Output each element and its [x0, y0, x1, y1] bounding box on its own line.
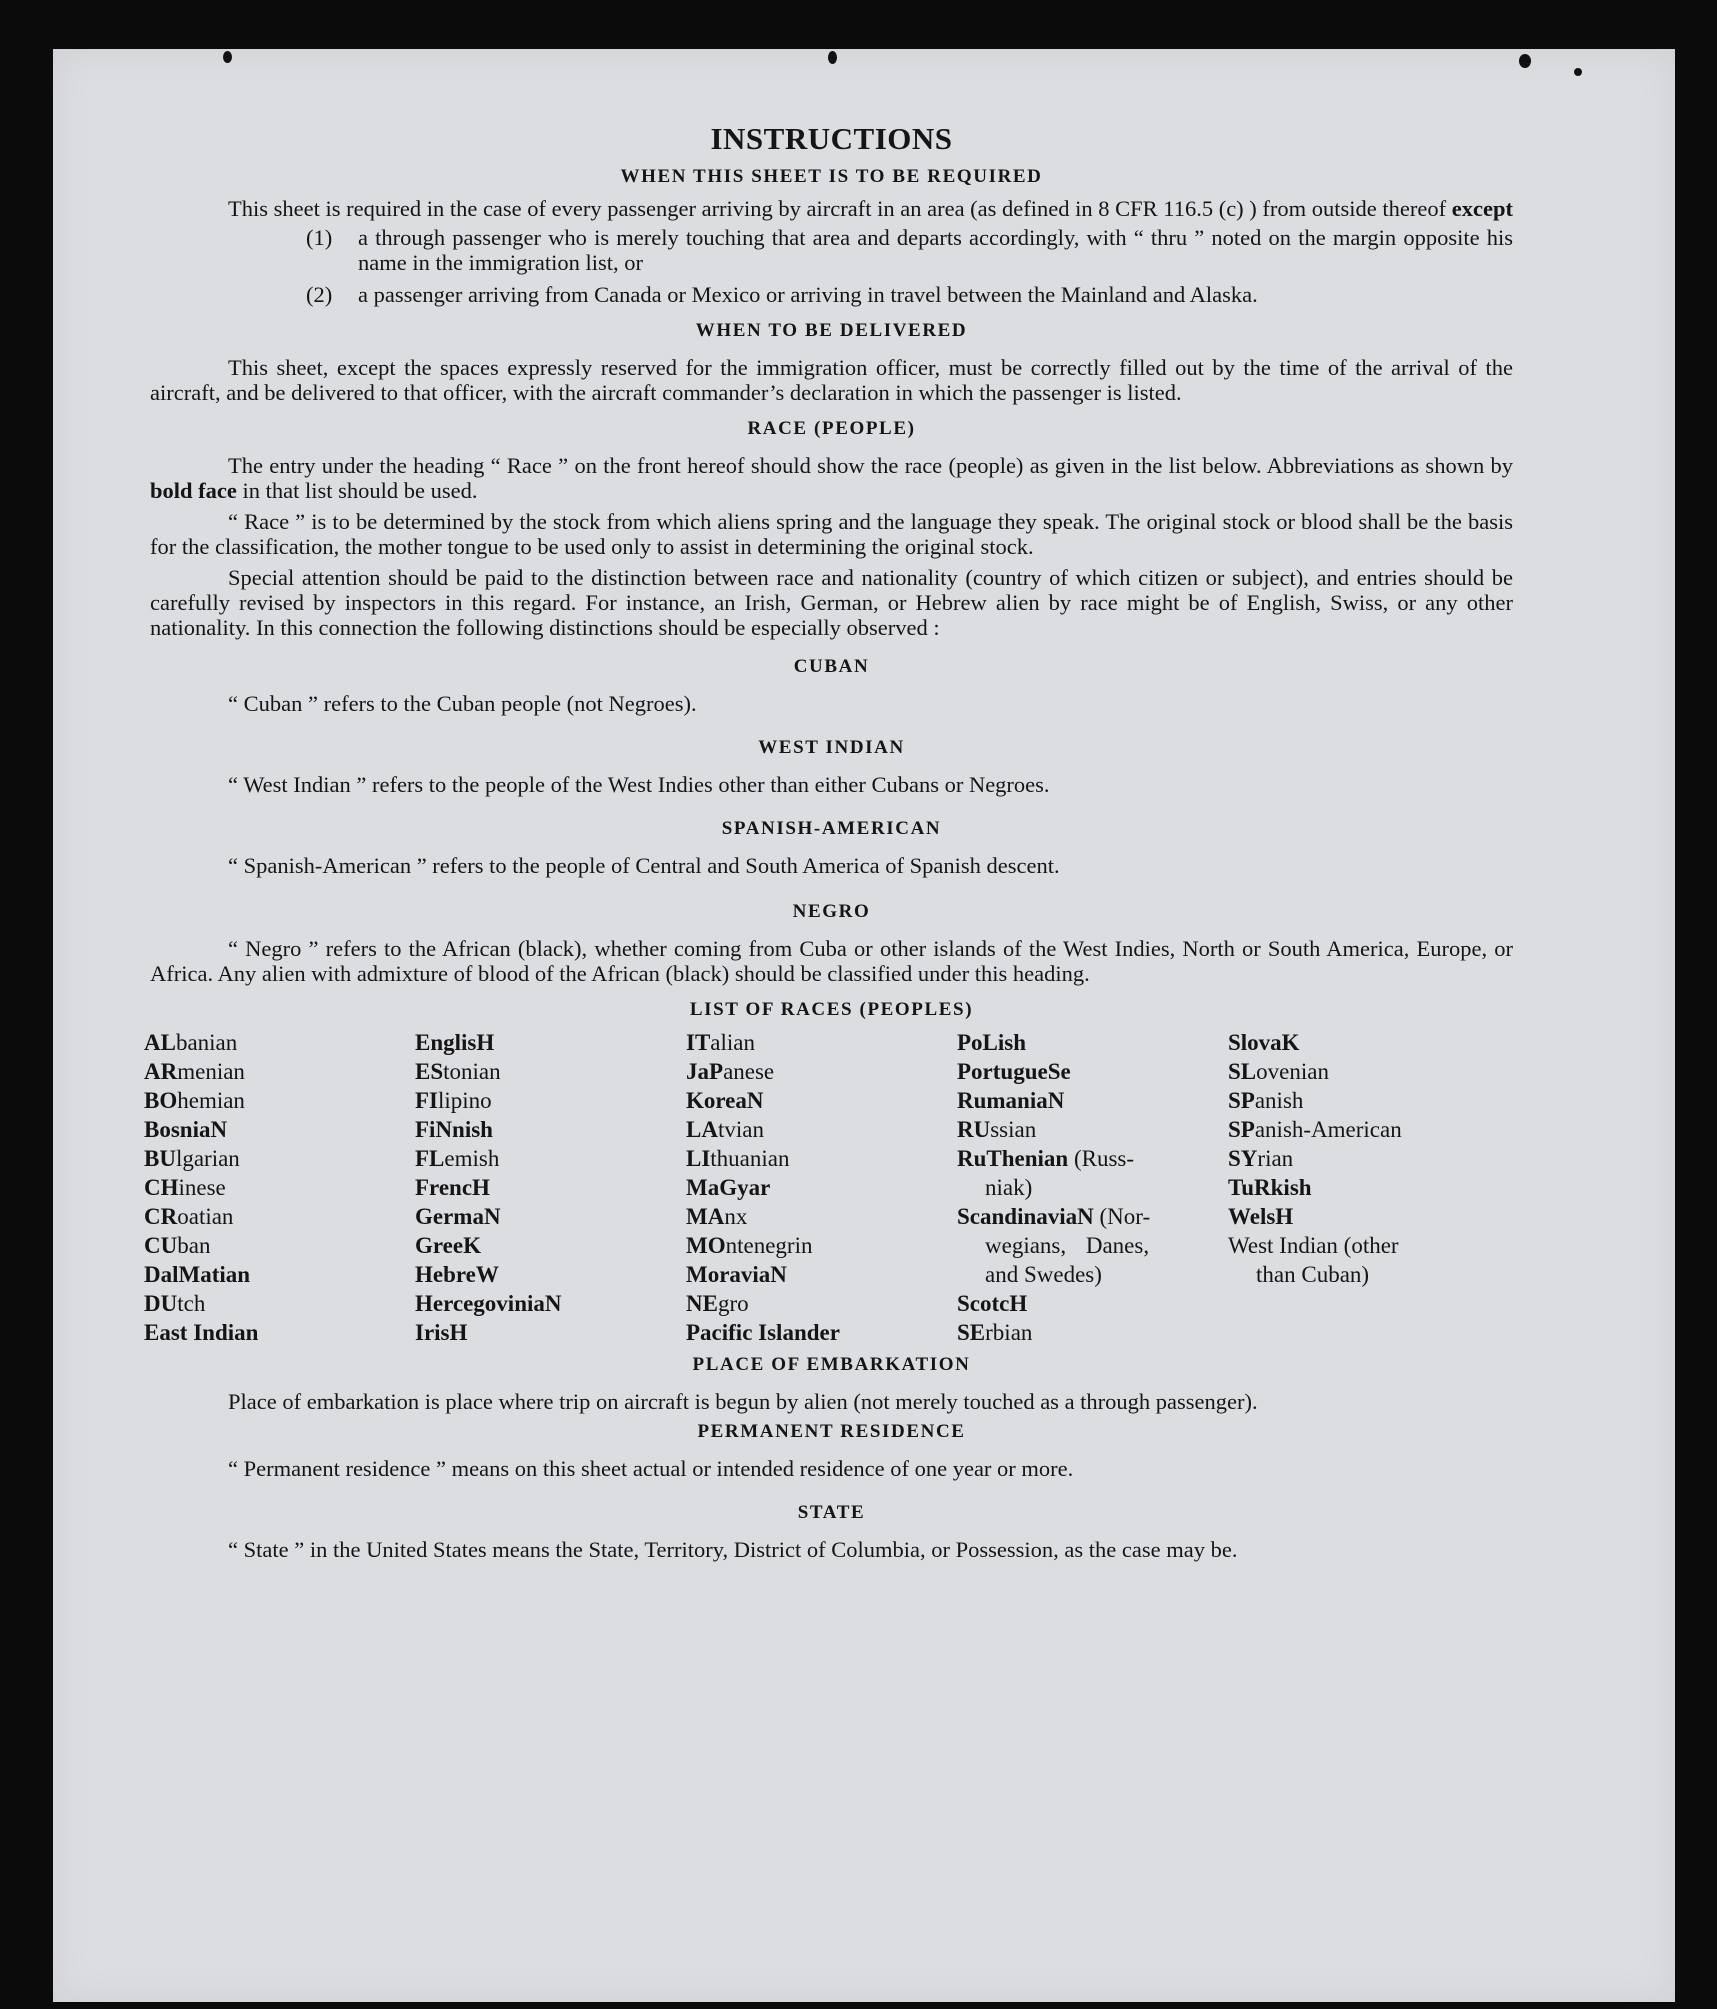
race-entry: LAtvian: [686, 1117, 764, 1142]
exception-list: [306, 225, 1513, 307]
paragraph: Place of embarkation is place where trip on aircraft is begun by alien (not merely touched as a through passenger).: [228, 1389, 1258, 1414]
race-entry: IrisH: [415, 1320, 468, 1345]
race-entry: MOntenegrin: [686, 1233, 813, 1258]
section-heading: WHEN TO BE DELIVERED: [695, 320, 968, 341]
paragraph-text: in that list should be used.: [242, 478, 478, 503]
section-heading: PERMANENT RESIDENCE: [697, 1421, 966, 1442]
paragraph: “ Race ” is to be determined by the stock from which aliens spring and the language they speak. The original stock or blood shall be the basis for the classification, the mother tongue to be used only to assist in determining the original stock.: [150, 509, 1513, 559]
race-entry: RumaniaN: [957, 1088, 1065, 1113]
race-entry: FLemish: [415, 1146, 500, 1171]
section-heading: WHEN THIS SHEET IS TO BE REQUIRED: [620, 166, 1043, 187]
race-entry: BosniaN: [144, 1117, 228, 1142]
race-entry: SYrian: [1228, 1146, 1294, 1171]
list-item: [306, 225, 1513, 275]
race-entry: WelsH: [1228, 1204, 1294, 1229]
paragraph-text: This sheet is required in the case of every passenger arriving by aircraft in an area (as defined in 8 CFR 116.5 (c) ) from outside thereof: [228, 196, 1447, 221]
race-entry: Pacific Islander: [686, 1320, 840, 1345]
race-entry: BUlgarian: [144, 1146, 240, 1171]
item-number: (1): [306, 225, 333, 250]
bold-text: except: [1451, 196, 1513, 221]
race-entry: SPanish: [1228, 1088, 1304, 1113]
race-entry: DalMatian: [144, 1262, 251, 1287]
race-entry: PortugueSe: [957, 1059, 1071, 1084]
race-entry: EnglisH: [415, 1030, 495, 1055]
section-heading: STATE: [797, 1502, 866, 1523]
item-text: a passenger arriving from Canada or Mexico or arriving in travel between the Mainland and Alaska.: [358, 282, 1258, 307]
race-entry: PoLish: [957, 1030, 1027, 1055]
race-entry: ITalian: [686, 1030, 755, 1055]
race-entry: JaPanese: [686, 1059, 775, 1084]
race-entry: GreeK: [415, 1233, 481, 1258]
race-entry: East Indian: [144, 1320, 259, 1345]
race-entry: FIlipino: [415, 1088, 492, 1113]
race-entry: ScandinaviaN (Nor-: [957, 1204, 1151, 1229]
race-entry: MaGyar: [686, 1175, 771, 1200]
race-column: [957, 1028, 1228, 1347]
section-heading: CUBAN: [793, 656, 870, 677]
race-entry: BOhemian: [144, 1088, 245, 1113]
race-column: [686, 1028, 957, 1347]
race-column: [1228, 1028, 1499, 1347]
race-entry: MoraviaN: [686, 1262, 787, 1287]
race-entry: ScotcH: [957, 1291, 1028, 1316]
race-entry: FrencH: [415, 1175, 490, 1200]
race-list: [144, 1028, 1513, 1347]
race-entry: SlovaK: [1228, 1030, 1300, 1055]
race-entry: KoreaN: [686, 1088, 764, 1113]
race-entry: ARmenian: [144, 1059, 245, 1084]
race-entry: RuThenian (Russ-: [957, 1146, 1135, 1171]
race-entry: NEgro: [686, 1291, 749, 1316]
item-text: a through passenger who is merely touching that area and departs accordingly, with “ thru ” noted on the margin opposite his name in the immigration list, or: [358, 225, 1513, 275]
race-entry: SPanish-American: [1228, 1117, 1402, 1142]
page-title: INSTRUCTIONS: [710, 121, 953, 156]
race-entry: SLovenian: [1228, 1059, 1329, 1084]
paragraph: “ West Indian ” refers to the people of the West Indies other than either Cubans or Negroes.: [228, 772, 1050, 797]
paragraph: [150, 196, 1513, 221]
paragraph: “ Negro ” refers to the African (black), whether coming from Cuba or other islands of the West Indies, North or South America, Europe, or Africa. Any alien with admixture of blood of the African (black) should be classified under this heading.: [150, 936, 1513, 986]
section-heading: RACE (PEOPLE): [747, 418, 916, 439]
race-entry: DUtch: [144, 1291, 206, 1316]
race-entry: CHinese: [144, 1175, 226, 1200]
race-entry: CRoatian: [144, 1204, 234, 1229]
race-entry: West Indian (other: [1228, 1233, 1399, 1258]
race-entry: RUssian: [957, 1117, 1037, 1142]
paragraph-text: The entry under the heading “ Race ” on the front hereof should show the race (people) as given in the list below. Abbreviations as shown by: [228, 453, 1513, 478]
race-entry-continuation: than Cuban): [1256, 1262, 1370, 1287]
binding-mark: [1574, 68, 1582, 76]
race-entry: MAnx: [686, 1204, 748, 1229]
race-entry: HercegoviniaN: [415, 1291, 562, 1316]
section-heading: SPANISH-AMERICAN: [721, 818, 942, 839]
race-entry: FiNnish: [415, 1117, 493, 1142]
paragraph: Special attention should be paid to the distinction between race and nationality (country of which citizen or subject), and entries should be carefully revised by inspectors in this regard. For instance, an Irish, German, or Hebrew alien by race might be of English, Swiss, or any other nationality. In this connection the following distinctions should be especially observed :: [150, 565, 1513, 640]
race-column: [415, 1028, 686, 1347]
section-heading: PLACE OF EMBARKATION: [692, 1354, 971, 1375]
binding-mark: [223, 51, 232, 63]
list-item: [306, 282, 1513, 307]
race-entry: TuRkish: [1228, 1175, 1312, 1200]
item-number: (2): [306, 282, 333, 307]
race-entry: SErbian: [957, 1320, 1033, 1345]
section-heading: WEST INDIAN: [758, 737, 905, 758]
race-entry-continuation: wegians, Danes,: [985, 1233, 1150, 1258]
section-heading: LIST OF RACES (PEOPLES): [689, 999, 974, 1020]
paragraph: “ State ” in the United States means the State, Territory, District of Columbia, or Possession, as the case may be.: [228, 1537, 1238, 1562]
race-column: [144, 1028, 415, 1347]
section-heading: NEGRO: [792, 901, 871, 922]
race-entry: CUban: [144, 1233, 211, 1258]
paragraph: “ Cuban ” refers to the Cuban people (not Negroes).: [228, 691, 697, 716]
race-entry-continuation: niak): [985, 1175, 1033, 1200]
race-entry: GermaN: [415, 1204, 501, 1229]
paragraph: [150, 453, 1513, 503]
race-entry: LIthuanian: [686, 1146, 790, 1171]
race-entry: ALbanian: [144, 1030, 238, 1055]
paragraph: This sheet, except the spaces expressly reserved for the immigration officer, must be correctly filled out by the time of the arrival of the aircraft, and be delivered to that officer, with the aircraft commander’s declaration in which the passenger is listed.: [150, 355, 1513, 405]
race-entry: EStonian: [415, 1059, 501, 1084]
paragraph: “ Spanish-American ” refers to the people of Central and South America of Spanish descent.: [228, 853, 1060, 878]
paragraph: “ Permanent residence ” means on this sheet actual or intended residence of one year or more.: [228, 1456, 1074, 1481]
instructions-content: [144, 121, 1513, 1562]
binding-mark: [1519, 54, 1531, 68]
race-entry: HebreW: [415, 1262, 499, 1287]
binding-mark: [828, 51, 837, 64]
bold-text: bold face: [150, 478, 237, 503]
race-entry-continuation: and Swedes): [985, 1262, 1102, 1287]
